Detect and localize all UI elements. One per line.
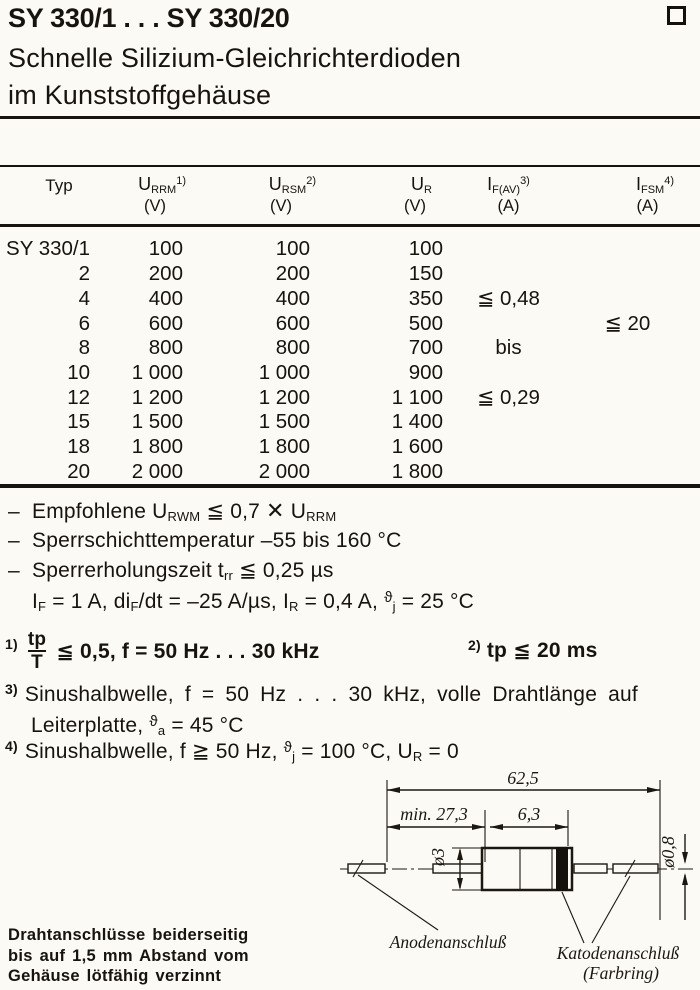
anode-lead — [348, 860, 482, 877]
subtitle-line-2: im Kunststoffgehäuse — [8, 80, 272, 110]
corner-square-icon — [667, 6, 686, 25]
cathode-leader-line-left — [562, 892, 584, 943]
dimension-total-length — [387, 768, 660, 920]
cell-ur: 350 — [408, 286, 443, 310]
table-row — [0, 435, 700, 460]
cell-typ: 15 — [67, 410, 90, 434]
svg-text:62,5: 62,5 — [507, 768, 539, 788]
cell-ursm: 1 000 — [258, 360, 310, 384]
footnote-3: $^{3)}$ Sinushalbwelle, f = 50 Hz . . . 30 kHz, volle Drahtlänge auf Leiterplatte, $^ϑ_a$ = 45 °C — [5, 681, 638, 738]
cell-urrm: 100 — [148, 237, 183, 261]
cell-ur: 150 — [408, 262, 443, 286]
footnote-1: 1) $\frac{tp}{T}$ ≦ 0,5, f = 50 Hz . . . 30 kHz — [5, 629, 320, 673]
subtitle-divider — [0, 116, 700, 119]
footnote-2: $^{2)}$ tp ≦ 20 ms — [468, 637, 598, 662]
solderability-note-line-3: Gehäuse lötfähig verzinnt — [8, 967, 222, 985]
duty-cycle-fraction: $\frac{tp}{T}$ — [27, 629, 47, 673]
table-row — [0, 237, 700, 262]
table-row — [0, 311, 700, 336]
col-header-ifsm: $I_{FSM}^{4)}$ — [635, 174, 675, 196]
footnote-1-mark: 1) — [5, 636, 18, 653]
svg-text:min. 27,3: min. 27,3 — [400, 804, 468, 824]
solderability-note-line-1: Drahtanschlüsse beiderseitig — [8, 926, 249, 944]
multiplication-sign: ✕ — [266, 499, 285, 524]
cell-ur: 100 — [408, 237, 443, 261]
subtitle-line-1: Schnelle Silizium-Gleichrichterdioden — [8, 43, 462, 73]
cell-ursm: 1 200 — [258, 385, 310, 409]
table-top-rule — [0, 165, 700, 167]
cell-ur: 1 100 — [391, 385, 443, 409]
cell-ur: 900 — [408, 360, 443, 384]
page-subtitle — [8, 40, 461, 114]
note-urwm: – Empfohlene $U_{RWM}$ ≦ 0,7 ✕ $U_{RRM}$ — [8, 499, 337, 524]
cathode-sublabel: (Farbring) — [583, 963, 659, 983]
svg-text:6,3: 6,3 — [517, 804, 541, 824]
cell-ifav: bis — [495, 336, 522, 360]
unit-urrm: (V) — [144, 197, 166, 215]
note-recovery-time: – Sperrerholungszeit $t_{rr}$ ≦ 0,25 µs — [8, 559, 334, 583]
footnote-4-mark: 4) — [5, 738, 18, 754]
cell-typ: SY 330/1 — [6, 237, 90, 261]
cell-urrm: 1 500 — [131, 410, 183, 434]
cathode-lead — [574, 860, 658, 877]
cell-typ: 12 — [67, 385, 90, 409]
cell-ifav: ≦ 0,48 — [477, 287, 540, 311]
table-row — [0, 286, 700, 311]
cell-typ: 6 — [78, 311, 90, 335]
anode-leader-line — [358, 875, 438, 930]
table-bottom-rule — [0, 484, 700, 488]
cathode-leader-line-right — [592, 876, 630, 943]
table-header — [0, 172, 700, 219]
cathode-label: Katodenanschluß — [556, 943, 680, 963]
cell-ursm: 1 500 — [258, 410, 310, 434]
cell-ur: 1 400 — [391, 410, 443, 434]
cell-typ: 4 — [78, 286, 90, 310]
cell-typ: 8 — [78, 336, 90, 360]
svg-text:ø3: ø3 — [428, 848, 448, 866]
table-row — [0, 360, 700, 385]
package-outline-diagram — [330, 762, 700, 990]
col-header-ursm: $U_{RSM}^{2)}$ — [268, 174, 316, 196]
cell-ursm: 400 — [275, 286, 310, 310]
table-row — [0, 459, 700, 484]
note-test-conditions: $I_F = 1$ A, $di_F/dt = -25$ A/µs, $I_R = 0,4$ A, $^ϑ_j$ = 25 °C — [32, 589, 474, 614]
unit-ur: (V) — [404, 197, 426, 215]
anode-label: Anodenanschluß — [389, 932, 507, 952]
cell-urrm: 1 800 — [131, 434, 183, 458]
footnote-4: $^{4)}$ Sinushalbwelle, f ≧ 50 Hz, $^ϑ_j$ = 100 °C, $U_R = 0$ — [5, 738, 459, 764]
theta-symbol: ϑ — [384, 589, 393, 606]
cell-ursm: 1 800 — [258, 434, 310, 458]
cell-urrm: 1 200 — [131, 385, 183, 409]
table-row — [0, 385, 700, 410]
cell-ursm: 800 — [275, 336, 310, 360]
cell-ur: 1 800 — [391, 459, 443, 483]
theta-symbol: ϑ — [149, 713, 158, 730]
solderability-note-line-2: bis auf 1,5 mm Abstand vom — [8, 946, 249, 965]
cell-typ: 18 — [67, 434, 90, 458]
cell-ursm: 2 000 — [258, 459, 310, 483]
theta-symbol: ϑ — [283, 739, 293, 756]
table-row — [0, 336, 700, 361]
cell-ursm: 600 — [275, 311, 310, 335]
dimension-lead-diameter — [658, 834, 688, 920]
cell-ursm: 100 — [275, 237, 310, 261]
cell-ur: 700 — [408, 336, 443, 360]
unit-ifsm: (A) — [636, 197, 659, 215]
col-header-ur: $U_R$ — [411, 174, 432, 196]
footnote-2-mark: 2) — [468, 637, 481, 653]
cell-urrm: 2 000 — [131, 459, 183, 483]
cell-urrm: 800 — [148, 336, 183, 360]
cell-urrm: 1 000 — [131, 360, 183, 384]
table-row — [0, 410, 700, 435]
col-header-ifav: $I_{F(AV)}^{3)}$ — [487, 174, 530, 196]
cell-ur: 1 600 — [391, 434, 443, 458]
svg-text:ø0,8: ø0,8 — [658, 836, 678, 868]
col-header-typ: Typ — [45, 176, 73, 195]
cell-ifsm: ≦ 20 — [604, 312, 651, 336]
dash-bullet: – — [8, 559, 20, 582]
table-header-rule — [0, 224, 700, 227]
solderability-note — [8, 925, 249, 987]
ratings-table — [0, 237, 700, 484]
cell-ifav: ≦ 0,29 — [477, 386, 540, 410]
cell-typ: 20 — [67, 459, 90, 483]
cell-urrm: 600 — [148, 311, 183, 335]
cell-ursm: 200 — [275, 262, 310, 286]
page-title: SY 330/1 . . . SY 330/20 — [8, 3, 290, 33]
cell-urrm: 200 — [148, 262, 183, 286]
cell-ur: 500 — [408, 311, 443, 335]
dash-bullet: – — [8, 500, 20, 523]
dimension-body-length — [490, 804, 568, 846]
table-row — [0, 262, 700, 287]
note-junction-temp: – Sperrschichttemperatur –55 bis 160 °C — [8, 529, 402, 552]
col-header-urrm: $U_{RRM}^{1)}$ — [138, 174, 186, 196]
unit-ursm: (V) — [270, 197, 292, 215]
cathode-color-ring — [556, 847, 568, 891]
diode-body — [482, 847, 572, 891]
cell-urrm: 400 — [148, 286, 183, 310]
footnote-3-mark: 3) — [5, 681, 18, 697]
cell-typ: 10 — [67, 360, 90, 384]
unit-ifav: (A) — [497, 197, 520, 215]
dash-bullet: – — [8, 529, 20, 552]
cell-typ: 2 — [78, 262, 90, 286]
